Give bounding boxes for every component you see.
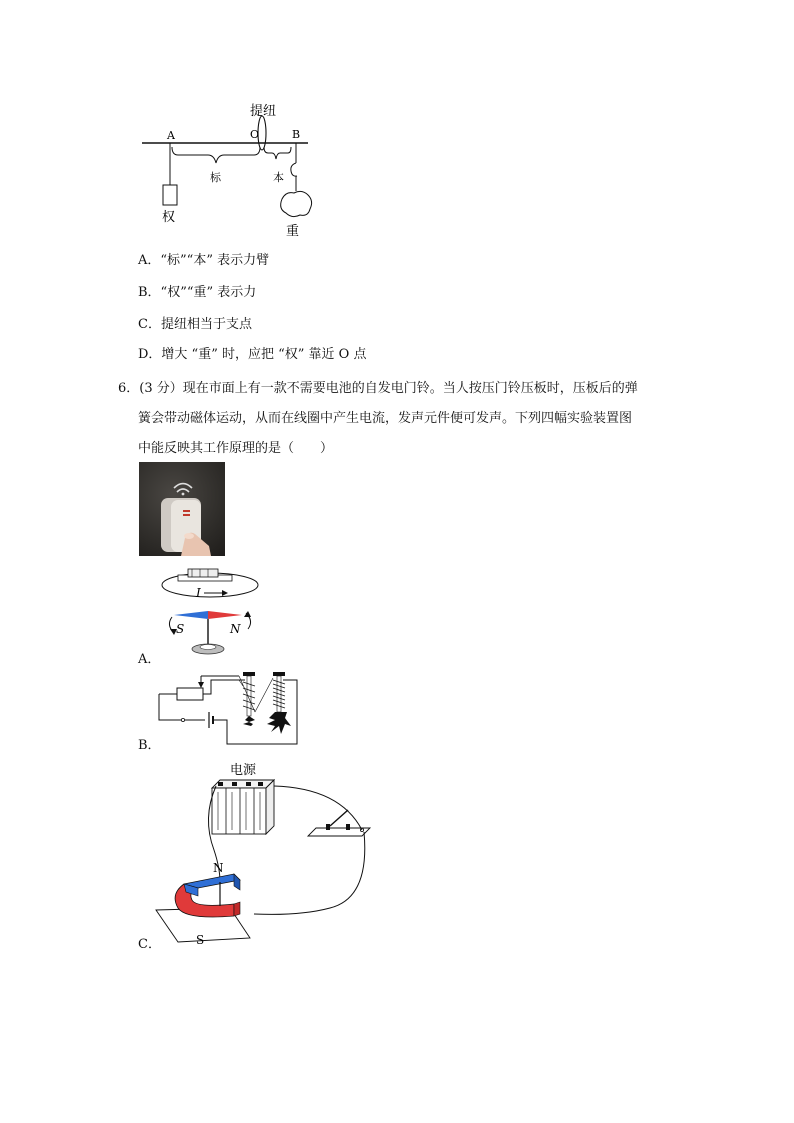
label-b: B	[292, 128, 301, 141]
lever-diagram	[130, 95, 330, 245]
figure-b-electromagnets	[155, 668, 305, 748]
battery-pack	[212, 780, 274, 834]
zhong-hook	[291, 163, 297, 191]
needle-south	[174, 611, 208, 619]
quan-weight	[163, 185, 177, 205]
label-zhong: 重	[286, 224, 300, 239]
lifting-loop	[258, 116, 266, 150]
label-s: S	[196, 933, 205, 947]
label-ben: 本	[273, 171, 284, 184]
knife-switch	[308, 810, 370, 836]
q6-stem-line3: 中能反映其工作原理的是（ ）	[138, 441, 334, 456]
doorbell-photo	[139, 462, 225, 556]
horseshoe-magnet	[175, 874, 240, 917]
q6-stem-line1: 6．(3 分）现在市面上有一款不需要电池的自发电门铃。当人按压门铃压板时，压板后的弹	[118, 381, 638, 396]
figure-a-oersted	[160, 563, 270, 663]
label-o: O	[250, 128, 260, 141]
figure-a-option-label: A．	[138, 652, 161, 667]
electromagnet-1	[243, 672, 255, 730]
q5-option-d: D．增大 “重” 时，应把 “权” 靠近 O 点	[138, 347, 367, 362]
label-a: A	[167, 129, 175, 142]
figure-c-option-label: C．	[138, 937, 161, 952]
figure-b-option-label: B．	[138, 738, 161, 753]
q5-option-c: C．提纽相当于支点	[138, 317, 252, 332]
brace-ben	[264, 147, 291, 159]
label-power: 电源	[230, 763, 257, 778]
label-n: N	[213, 861, 224, 875]
label-tiniu: 提纽	[250, 104, 277, 119]
figure-c-magnetic-force	[150, 758, 380, 948]
brace-biao	[172, 147, 260, 163]
needle-north	[208, 611, 242, 619]
label-current: I	[196, 586, 201, 600]
q6-stem-line2: 簧会带动磁体运动，从而在线圈中产生电流，发声元件便可发声。下列四幅实验装置图	[138, 411, 633, 426]
battery	[188, 569, 218, 577]
label-n: N	[230, 622, 241, 636]
zhong-load	[281, 191, 312, 216]
label-quan: 权	[162, 210, 176, 225]
electromagnet-2	[267, 672, 291, 734]
label-biao: 标	[210, 171, 221, 184]
rheostat	[177, 688, 203, 700]
q5-option-a: A．“标”“本” 表示力臂	[138, 253, 270, 268]
q5-option-b: B．“权”“重” 表示力	[138, 285, 257, 300]
magnet-top-arm	[184, 874, 240, 888]
label-s: S	[176, 622, 185, 636]
